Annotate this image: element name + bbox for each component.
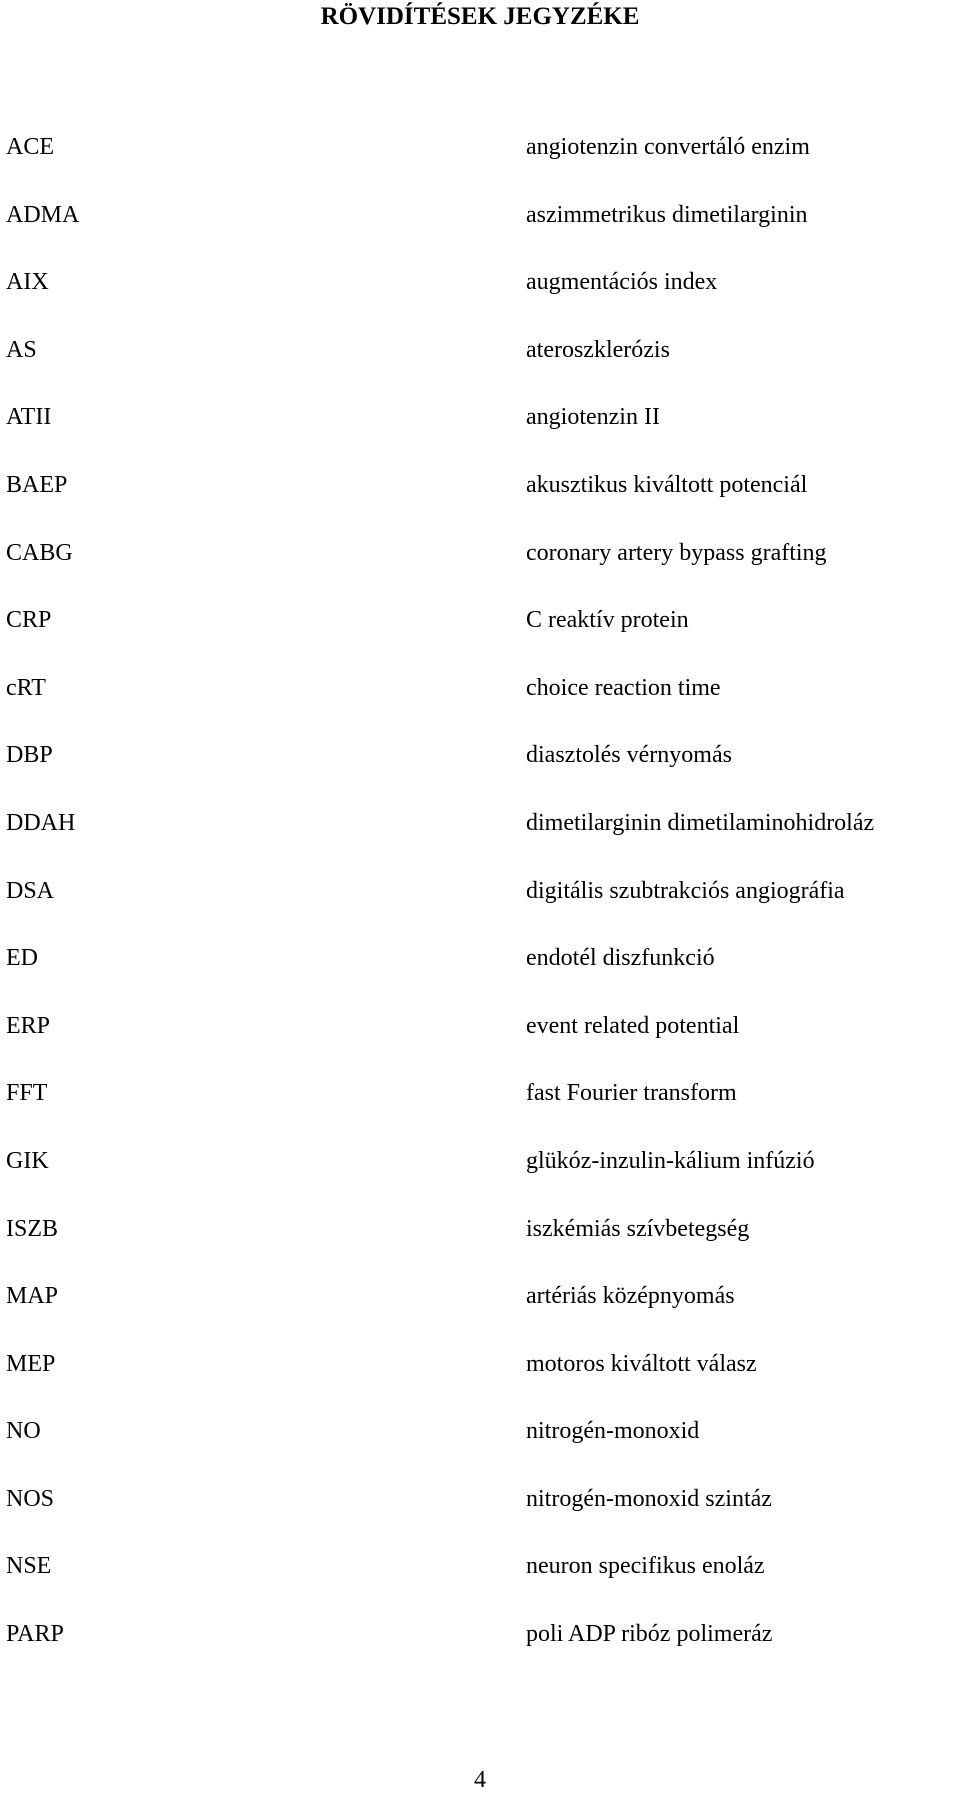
abbreviation-definition: angiotenzin convertáló enzim [526, 134, 810, 160]
page-number: 4 [474, 1767, 486, 1793]
abbreviation-term: DDAH [6, 809, 76, 836]
abbreviation-definition: akusztikus kiváltott potenciál [526, 471, 808, 498]
abbreviation-term: MAP [6, 1283, 59, 1310]
abbreviation-definition: digitális szubtrakciós angiográfia [526, 877, 845, 904]
abbreviation-term: PARP [6, 1621, 64, 1648]
abbreviation-row [6, 1147, 956, 1215]
abbreviation-term: NOS [6, 1485, 55, 1512]
abbreviation-definition: nitrogén-monoxid [526, 1418, 700, 1445]
abbreviation-row [6, 1417, 956, 1485]
abbreviation-row [6, 336, 956, 404]
abbreviation-term: ADMA [6, 201, 80, 228]
abbreviation-row [6, 1485, 956, 1553]
abbreviation-row [6, 1079, 956, 1147]
abbreviation-definition: diasztolés vérnyomás [526, 742, 732, 769]
abbreviation-definition: augmentációs index [526, 269, 718, 296]
abbreviation-row [6, 741, 956, 809]
abbreviation-definition: C reaktív protein [526, 607, 689, 634]
abbreviation-term: AS [6, 336, 37, 363]
abbreviation-row [6, 1282, 956, 1350]
abbreviation-definition: coronary artery bypass grafting [526, 539, 827, 566]
abbreviation-row [6, 877, 956, 945]
abbreviation-term: BAEP [6, 471, 68, 498]
abbreviation-row [6, 1012, 956, 1080]
abbreviation-term: MEP [6, 1350, 56, 1377]
abbreviation-term: GIK [6, 1147, 49, 1174]
abbreviation-definition: nitrogén-monoxid szintáz [526, 1485, 772, 1512]
abbreviation-list [6, 133, 956, 1688]
abbreviation-term: ISZB [6, 1215, 59, 1242]
abbreviation-row [6, 1620, 956, 1688]
abbreviation-row [6, 606, 956, 674]
abbreviation-row [6, 809, 956, 877]
abbreviation-term: DBP [6, 742, 53, 769]
abbreviation-definition: choice reaction time [526, 674, 721, 701]
abbreviation-row [6, 471, 956, 539]
abbreviation-row [6, 133, 956, 201]
abbreviation-definition: neuron specifikus enoláz [526, 1553, 765, 1580]
abbreviation-row [6, 268, 956, 336]
abbreviation-term: ED [6, 945, 38, 972]
abbreviation-definition: iszkémiás szívbetegség [526, 1215, 750, 1242]
abbreviation-row [6, 201, 956, 269]
abbreviation-definition: endotél diszfunkció [526, 945, 715, 972]
abbreviation-definition: angiotenzin II [526, 404, 660, 431]
page-title: RÖVIDÍTÉSEK JEGYZÉKE [320, 3, 640, 30]
abbreviation-row [6, 1350, 956, 1418]
abbreviation-definition: glükóz-inzulin-kálium infúzió [526, 1147, 815, 1174]
abbreviation-term: DSA [6, 877, 55, 904]
abbreviation-definition: dimetilarginin dimetilaminohidroláz [526, 809, 875, 836]
abbreviation-definition: poli ADP ribóz polimeráz [526, 1621, 773, 1648]
abbreviation-row [6, 674, 956, 742]
abbreviation-row [6, 1215, 956, 1283]
abbreviation-term: AIX [6, 269, 49, 296]
abbreviation-row [6, 403, 956, 471]
abbreviation-term: ERP [6, 1012, 51, 1039]
abbreviation-term: FFT [6, 1080, 48, 1107]
abbreviation-definition: fast Fourier transform [526, 1080, 737, 1107]
abbreviation-term: cRT [6, 674, 46, 701]
abbreviation-term: NO [6, 1418, 41, 1445]
abbreviation-term: ATII [6, 404, 52, 431]
abbreviation-row [6, 539, 956, 607]
abbreviation-term: CABG [6, 539, 73, 566]
abbreviation-row [6, 944, 956, 1012]
abbreviation-term: NSE [6, 1553, 52, 1580]
abbreviation-definition: aszimmetrikus dimetilarginin [526, 201, 808, 228]
abbreviation-definition: ateroszklerózis [526, 336, 670, 363]
abbreviation-definition: motoros kiváltott válasz [526, 1350, 757, 1377]
abbreviation-row [6, 1552, 956, 1620]
abbreviation-definition: artériás középnyomás [526, 1283, 735, 1310]
abbreviation-definition: event related potential [526, 1012, 740, 1039]
abbreviation-term: ACE [6, 134, 54, 160]
abbreviation-term: CRP [6, 607, 52, 634]
